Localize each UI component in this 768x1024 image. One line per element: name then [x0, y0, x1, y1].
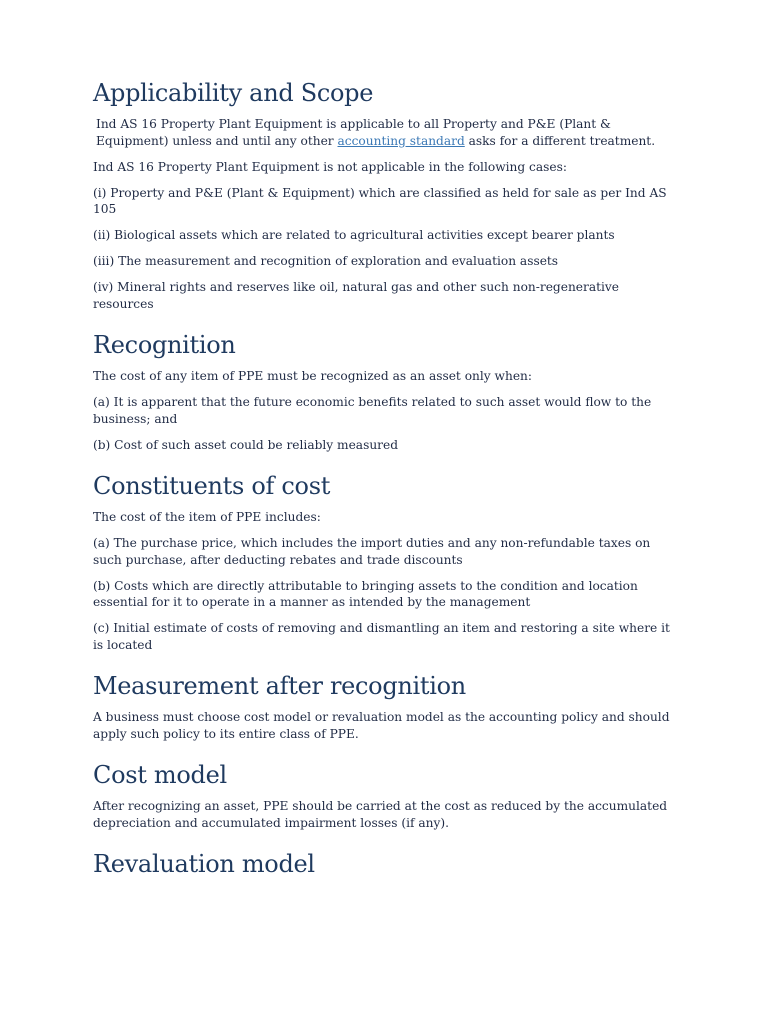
paragraph: (i) Property and P&E (Plant & Equipment) which are classified as held for sale as per Ind AS 105 — [93, 185, 667, 216]
paragraph: (c) Initial estimate of costs of removing and dismantling an item and restoring a site where it is located — [93, 621, 670, 652]
paragraph: (b) Cost of such asset could be reliably measured — [93, 437, 399, 452]
section-measurement-after-recognition — [93, 671, 678, 742]
section-heading: Constituents of cost — [93, 472, 331, 500]
paragraph: Ind AS 16 Property Plant Equipment is not applicable in the following cases: — [93, 159, 567, 174]
accounting-standard-link[interactable]: accounting standard — [337, 133, 465, 148]
paragraph: The cost of the item of PPE includes: — [93, 510, 321, 524]
section-heading: Revaluation model — [93, 850, 315, 878]
paragraph-text: asks for a different treatment. — [464, 133, 656, 148]
section-revaluation-model — [93, 849, 678, 879]
section-heading: Measurement after recognition — [93, 672, 466, 700]
paragraph: The cost of any item of PPE must be recognized as an asset only when: — [93, 369, 532, 383]
document-page — [93, 78, 678, 887]
section-constituents-of-cost — [93, 471, 678, 653]
section-cost-model — [93, 760, 678, 831]
paragraph: (a) The purchase price, which includes the import duties and any non-refundable taxes on such purchase, after deducting rebates and trade discounts — [93, 536, 651, 567]
section-heading: Recognition — [93, 331, 236, 359]
paragraph: A business must choose cost model or revaluation model as the accounting policy and should apply such policy to its entire class of PPE. — [93, 710, 670, 741]
paragraph: After recognizing an asset, PPE should be carried at the cost as reduced by the accumulated depreciation and accumulated impairment losses (if any). — [93, 799, 668, 830]
section-heading: Cost model — [93, 761, 227, 789]
paragraph: (ii) Biological assets which are related to agricultural activities except bearer plants — [93, 228, 615, 242]
paragraph: (a) It is apparent that the future economic benefits related to such asset would flow to the business; and — [93, 395, 652, 426]
section-applicability-and-scope — [93, 78, 678, 312]
paragraph: (iii) The measurement and recognition of exploration and evaluation assets — [93, 254, 559, 268]
section-heading: Applicability and Scope — [93, 79, 374, 107]
section-recognition — [93, 330, 678, 453]
paragraph-text: Ind AS 16 Property Plant Equipment is applicable to all Property and P&E (Plant & Equipment) unless and until any other — [96, 117, 611, 148]
paragraph — [93, 116, 678, 149]
paragraph: (iv) Mineral rights and reserves like oil, natural gas and other such non-regenerative resources — [93, 280, 619, 311]
paragraph: (b) Costs which are directly attributable to bringing assets to the condition and location essential for it to operate in a manner as intended by the management — [93, 578, 638, 609]
